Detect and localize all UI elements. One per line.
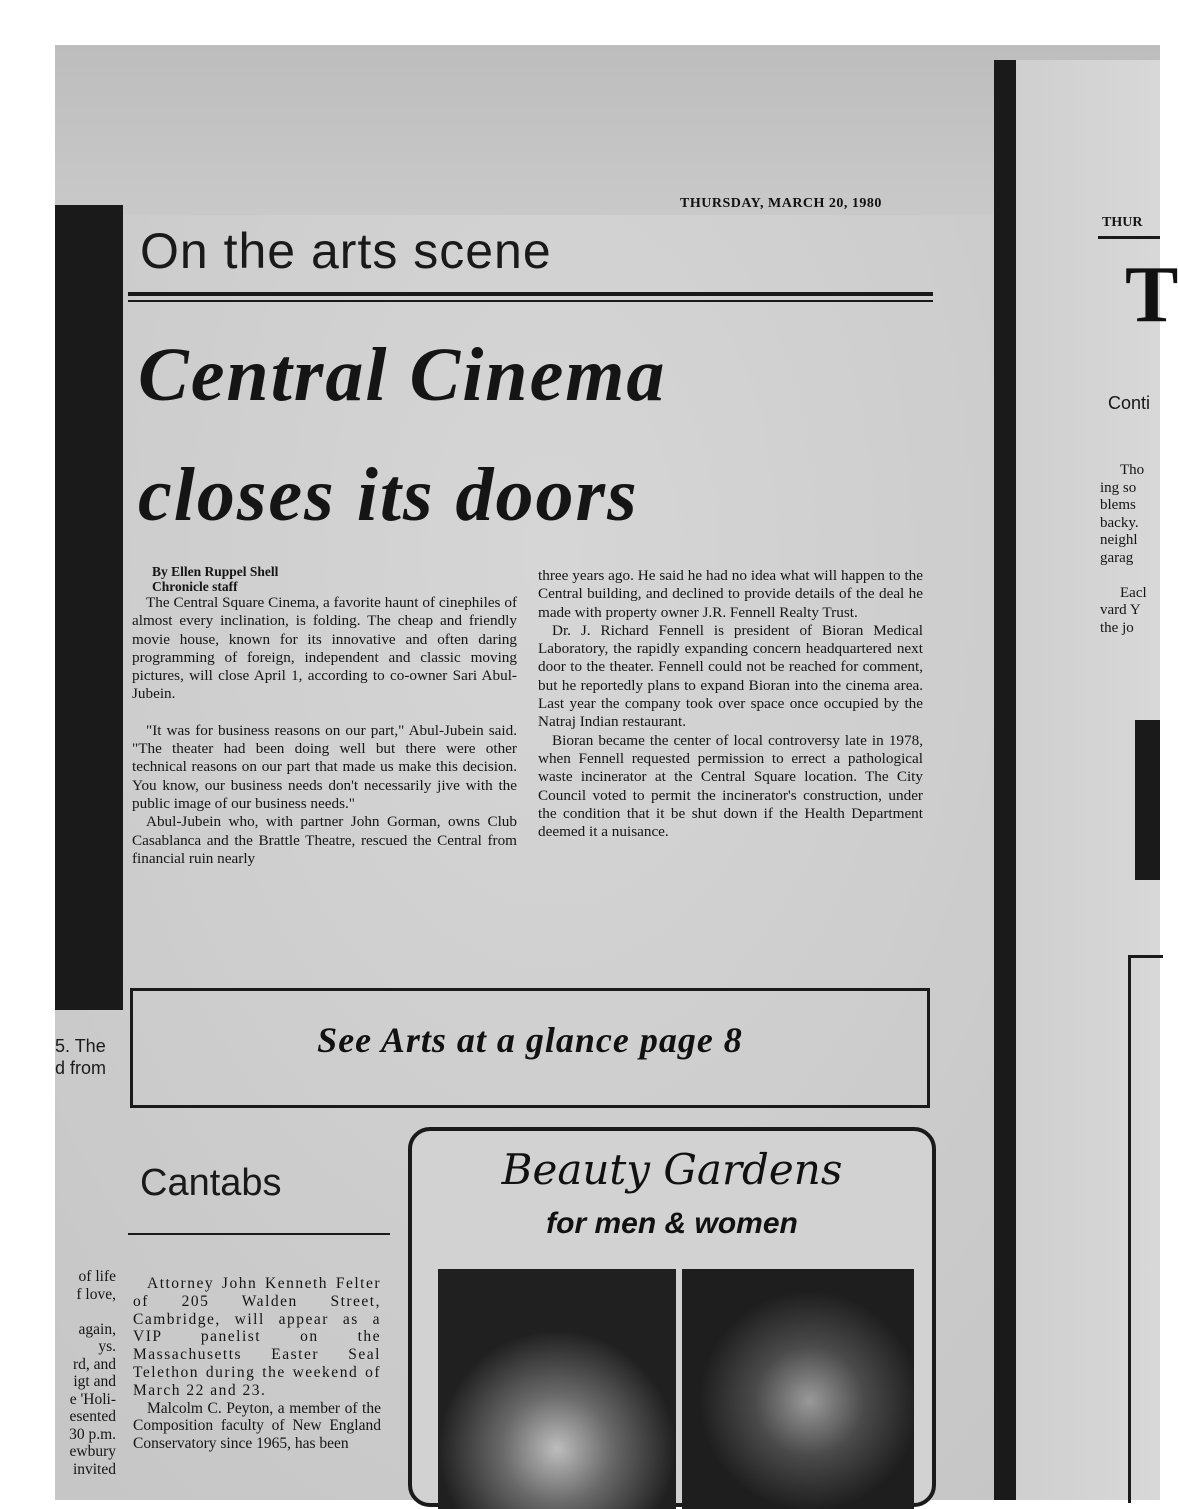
fragment-line: ewbury	[69, 1443, 116, 1460]
cantabs-column	[133, 1275, 381, 1453]
article-column-2	[538, 567, 923, 841]
right-continued-fragment: Conti	[1108, 393, 1151, 413]
right-date-fragment: THUR	[1102, 215, 1143, 230]
ad-photo-right	[682, 1269, 914, 1509]
article-column-1	[132, 564, 517, 868]
fragment-line: the jo	[1100, 619, 1134, 636]
fragment-line: neighl	[1100, 532, 1138, 548]
ad-subtitle: for men & women	[546, 1207, 798, 1240]
fragment-line: vard Y	[1100, 602, 1141, 618]
byline-author: By Ellen Ruppel Shell	[152, 564, 279, 579]
left-fragment: 5. The	[55, 1036, 106, 1056]
article-paragraph: The Central Square Cinema, a favorite haunt of cinephiles of almost every inclination, is folding. The cheap and friendly movie house, known for its innovative and often daring programming of foreign, independent and classic moving pictures, will close April 1, according to co-owner Sari Abul-Jubein.	[132, 594, 517, 703]
fragment-line: esented	[69, 1408, 116, 1425]
fragment-line: f love,	[76, 1285, 116, 1303]
right-headline-fragment: T	[1125, 251, 1178, 339]
byline-role: Chronicle staff	[152, 579, 238, 594]
article-paragraph: Bioran became the center of local controversy late in 1978, when Fennell requested permission to errect a pathological waste incinerator at the Central Square location. The City Council voted to permit the incinerator's construction, under the condition that it be shut down if the Health Department deemed it a nuisance.	[538, 731, 923, 841]
fragment-line: igt and	[73, 1373, 116, 1390]
fragment-line	[1100, 567, 1147, 585]
cantabs-heading: Cantabs	[140, 1162, 282, 1204]
glance-text: See Arts at a glance page 8	[317, 1020, 743, 1060]
fragment-line: e 'Holi-	[69, 1390, 116, 1408]
cantabs-rule	[128, 1233, 390, 1235]
section-kicker: On the arts scene	[140, 223, 552, 279]
kicker-rule-top	[128, 292, 933, 296]
fragment-line: invited	[72, 1460, 116, 1478]
fragment-line: Tho	[1120, 462, 1145, 478]
page-date: THURSDAY, MARCH 20, 1980	[680, 196, 882, 211]
cantabs-paragraph: Malcolm C. Peyton, a member of the Composition faculty of New England Conservatory since 1965, has been	[133, 1399, 381, 1453]
article-paragraph: Abul-Jubein who, with partner John Gorman, owns Club Casablanca and the Brattle Theatre, rescued the Central from financial ruin nearly	[132, 813, 517, 867]
column-divider	[994, 60, 1016, 1500]
article-paragraph: "It was for business reasons on our part," Abul-Jubein said. "The theater had been doing well but there were other technical reasons on our part that made us make this decision. You know, our business needs don't necessarily jive with the public image of our business needs."	[132, 721, 517, 812]
ad-title: Beauty Gardens	[501, 1145, 843, 1194]
headline-line-1: Central Cinema	[138, 333, 667, 417]
fragment-line: rd, and	[72, 1355, 116, 1373]
cantabs-paragraph: Attorney John Kenneth Felter of 205 Walden Street, Cambridge, will appear as a VIP panelist on the Massachusetts Easter Seal Telethon during the weekend of March 22 and 23.	[133, 1275, 381, 1399]
kicker-rule-bottom	[128, 300, 933, 302]
right-text-fragments	[1100, 462, 1147, 637]
fragment-line: again,	[78, 1320, 116, 1338]
beauty-gardens-ad	[408, 1127, 936, 1507]
fragment-line: Eacl	[1120, 584, 1147, 601]
left-column-fragments	[50, 1268, 116, 1478]
right-rule	[1098, 236, 1160, 239]
fragment-line: 30 p.m.	[69, 1425, 116, 1443]
fragment-line: ing so	[1100, 479, 1137, 496]
headline-line-2: closes its doors	[138, 453, 639, 537]
left-black-bar	[55, 205, 123, 1010]
fragment-line: of life	[78, 1268, 116, 1285]
glance-box	[130, 988, 930, 1108]
fragment-line: backy.	[1100, 514, 1139, 531]
left-fragment: d from	[55, 1058, 107, 1078]
right-ad-fragment	[1135, 720, 1160, 880]
right-box-fragment	[1128, 955, 1163, 1503]
ad-photo-left	[438, 1269, 676, 1509]
article-paragraph: Dr. J. Richard Fennell is president of Bioran Medical Laboratory, the rapidly expanding concern headquartered next door to the theater. Fennell could not be reached for comment, but he reportedly plans to expand Bioran into the cinema area. Last year the company took over space once occupied by the Natraj Indian restaurant.	[538, 621, 923, 731]
fragment-line: blems	[1100, 497, 1136, 513]
fragment-line: ys.	[98, 1338, 116, 1355]
fragment-line: garag	[1100, 549, 1134, 566]
fragment-line	[50, 1303, 116, 1321]
article-paragraph: three years ago. He said he had no idea what will happen to the Central building, and declined to provide details of the deal he made with property owner J.R. Fennell Realty Trust.	[538, 567, 923, 621]
